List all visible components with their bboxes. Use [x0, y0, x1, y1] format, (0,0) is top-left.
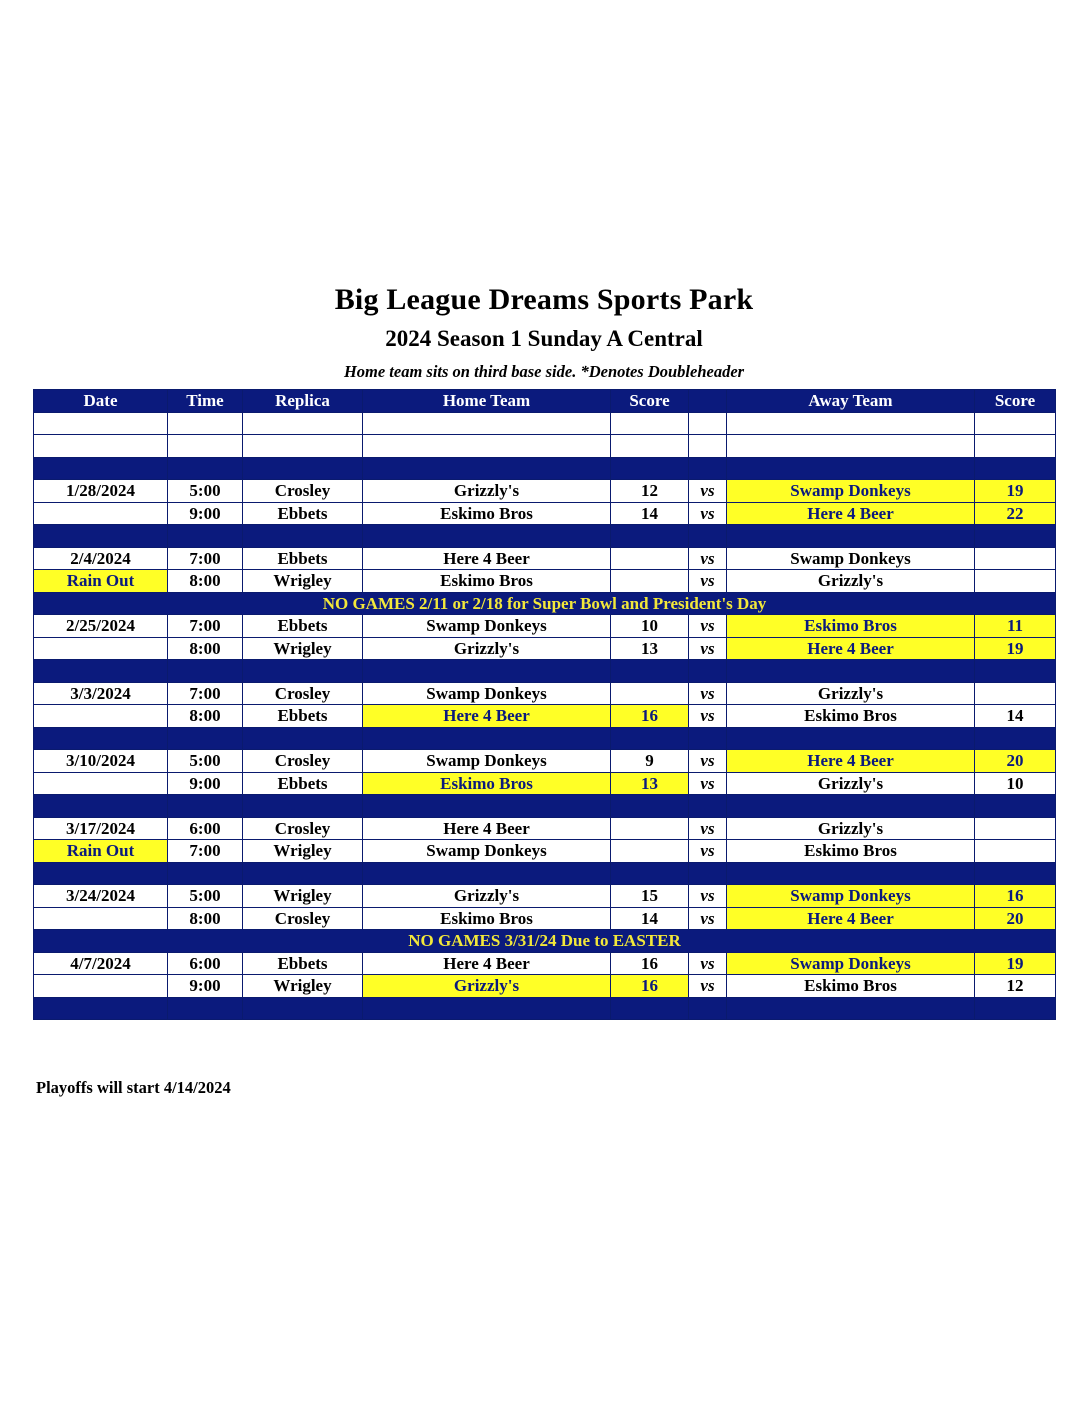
home-team: Here 4 Beer: [363, 817, 611, 840]
game-date: [34, 705, 168, 728]
vs-label: vs: [689, 952, 727, 975]
home-score: [611, 682, 689, 705]
away-team: Grizzly's: [727, 817, 975, 840]
home-team: Here 4 Beer: [363, 952, 611, 975]
separator-row: [34, 660, 1056, 683]
empty-cell: [363, 727, 611, 750]
field-replica: Ebbets: [243, 502, 363, 525]
vs-label: vs: [689, 637, 727, 660]
blank-row: [34, 412, 1056, 435]
col-header-replica: Replica: [243, 390, 363, 413]
vs-label: vs: [689, 907, 727, 930]
home-score: 13: [611, 772, 689, 795]
home-score: 10: [611, 615, 689, 638]
field-replica: Crosley: [243, 480, 363, 503]
blank-row: [34, 435, 1056, 458]
empty-cell: [243, 457, 363, 480]
away-team: Swamp Donkeys: [727, 547, 975, 570]
away-score: 10: [975, 772, 1056, 795]
game-date: 3/3/2024: [34, 682, 168, 705]
field-replica: Ebbets: [243, 615, 363, 638]
game-date: [34, 637, 168, 660]
empty-cell: [727, 660, 975, 683]
vs-label: vs: [689, 885, 727, 908]
game-time: 7:00: [168, 840, 243, 863]
empty-cell: [689, 862, 727, 885]
game-time: 5:00: [168, 480, 243, 503]
game-time: 5:00: [168, 885, 243, 908]
game-row: [34, 975, 1056, 998]
game-row: [34, 705, 1056, 728]
no-games-banner: NO GAMES 2/11 or 2/18 for Super Bowl and President's Day: [34, 592, 1056, 615]
home-score: [611, 570, 689, 593]
game-row: [34, 952, 1056, 975]
empty-cell: [689, 435, 727, 458]
away-team: Swamp Donkeys: [727, 480, 975, 503]
game-row: [34, 907, 1056, 930]
vs-label: vs: [689, 615, 727, 638]
separator-row: [34, 795, 1056, 818]
game-time: 7:00: [168, 547, 243, 570]
separator-row: [34, 525, 1056, 548]
away-score: 20: [975, 750, 1056, 773]
no-games-banner-row: [34, 592, 1056, 615]
field-replica: Crosley: [243, 817, 363, 840]
empty-cell: [975, 795, 1056, 818]
empty-cell: [34, 525, 168, 548]
empty-cell: [689, 997, 727, 1020]
empty-cell: [975, 727, 1056, 750]
game-row: [34, 772, 1056, 795]
game-date: 3/17/2024: [34, 817, 168, 840]
away-team: Eskimo Bros: [727, 975, 975, 998]
game-time: 9:00: [168, 975, 243, 998]
away-score: [975, 547, 1056, 570]
home-team: Eskimo Bros: [363, 772, 611, 795]
empty-cell: [243, 525, 363, 548]
home-score: 14: [611, 502, 689, 525]
away-score: 12: [975, 975, 1056, 998]
vs-label: vs: [689, 705, 727, 728]
field-replica: Ebbets: [243, 547, 363, 570]
empty-cell: [34, 862, 168, 885]
away-score: 16: [975, 885, 1056, 908]
away-team: Here 4 Beer: [727, 907, 975, 930]
away-score: 14: [975, 705, 1056, 728]
home-team: Eskimo Bros: [363, 502, 611, 525]
home-team: Grizzly's: [363, 975, 611, 998]
no-games-banner: NO GAMES 3/31/24 Due to EASTER: [34, 930, 1056, 953]
empty-cell: [727, 412, 975, 435]
field-replica: Crosley: [243, 682, 363, 705]
vs-label: vs: [689, 480, 727, 503]
empty-cell: [363, 435, 611, 458]
home-team: Swamp Donkeys: [363, 615, 611, 638]
away-score: 19: [975, 952, 1056, 975]
empty-cell: [727, 997, 975, 1020]
rain-out-label: Rain Out: [34, 840, 168, 863]
home-score: [611, 547, 689, 570]
empty-cell: [243, 727, 363, 750]
field-replica: Ebbets: [243, 705, 363, 728]
empty-cell: [34, 997, 168, 1020]
game-date: 3/24/2024: [34, 885, 168, 908]
game-row: [34, 547, 1056, 570]
home-team: Grizzly's: [363, 885, 611, 908]
home-score: 16: [611, 705, 689, 728]
away-team: Eskimo Bros: [727, 840, 975, 863]
game-time: 8:00: [168, 907, 243, 930]
empty-cell: [363, 457, 611, 480]
game-row: [34, 750, 1056, 773]
away-team: Here 4 Beer: [727, 637, 975, 660]
col-header-home-team: Home Team: [363, 390, 611, 413]
away-team: Here 4 Beer: [727, 502, 975, 525]
separator-row: [34, 727, 1056, 750]
away-score: 19: [975, 480, 1056, 503]
empty-cell: [34, 795, 168, 818]
away-score: [975, 840, 1056, 863]
vs-label: vs: [689, 840, 727, 863]
game-row: [34, 682, 1056, 705]
playoffs-note: Playoffs will start 4/14/2024: [36, 1078, 231, 1097]
empty-cell: [168, 862, 243, 885]
game-time: 8:00: [168, 705, 243, 728]
game-row: [34, 817, 1056, 840]
empty-cell: [34, 412, 168, 435]
col-header-vs: [689, 390, 727, 413]
field-replica: Crosley: [243, 750, 363, 773]
home-score: 9: [611, 750, 689, 773]
field-replica: Ebbets: [243, 772, 363, 795]
empty-cell: [727, 525, 975, 548]
vs-label: vs: [689, 502, 727, 525]
empty-cell: [168, 457, 243, 480]
separator-row: [34, 997, 1056, 1020]
empty-cell: [611, 525, 689, 548]
home-score: 16: [611, 975, 689, 998]
field-replica: Wrigley: [243, 975, 363, 998]
empty-cell: [243, 795, 363, 818]
empty-cell: [975, 660, 1056, 683]
separator-row: [34, 862, 1056, 885]
col-header-time: Time: [168, 390, 243, 413]
home-score: 13: [611, 637, 689, 660]
away-score: [975, 817, 1056, 840]
empty-cell: [689, 727, 727, 750]
empty-cell: [727, 727, 975, 750]
empty-cell: [611, 795, 689, 818]
away-score: 22: [975, 502, 1056, 525]
doubleheader-note: Home team sits on third base side. *Denotes Doubleheader: [343, 362, 745, 381]
empty-cell: [168, 997, 243, 1020]
empty-cell: [34, 457, 168, 480]
field-replica: Wrigley: [243, 885, 363, 908]
away-team: Grizzly's: [727, 570, 975, 593]
home-team: Eskimo Bros: [363, 907, 611, 930]
field-replica: Crosley: [243, 907, 363, 930]
game-time: 6:00: [168, 952, 243, 975]
away-score: 19: [975, 637, 1056, 660]
game-time: 9:00: [168, 502, 243, 525]
away-score: [975, 570, 1056, 593]
game-date: 3/10/2024: [34, 750, 168, 773]
game-date: [34, 907, 168, 930]
home-score: [611, 840, 689, 863]
game-date: 2/25/2024: [34, 615, 168, 638]
game-time: 7:00: [168, 682, 243, 705]
away-score: 20: [975, 907, 1056, 930]
col-header-away-score: Score: [975, 390, 1056, 413]
empty-cell: [611, 457, 689, 480]
game-date: [34, 772, 168, 795]
empty-cell: [168, 412, 243, 435]
vs-label: vs: [689, 975, 727, 998]
game-time: 9:00: [168, 772, 243, 795]
empty-cell: [243, 862, 363, 885]
game-row: [34, 840, 1056, 863]
game-time: 8:00: [168, 570, 243, 593]
empty-cell: [689, 457, 727, 480]
header-row: [34, 390, 1056, 413]
game-date: 4/7/2024: [34, 952, 168, 975]
home-team: Grizzly's: [363, 480, 611, 503]
away-score: [975, 682, 1056, 705]
empty-cell: [975, 997, 1056, 1020]
vs-label: vs: [689, 547, 727, 570]
home-score: 16: [611, 952, 689, 975]
empty-cell: [975, 435, 1056, 458]
empty-cell: [611, 435, 689, 458]
home-team: Swamp Donkeys: [363, 750, 611, 773]
home-team: Eskimo Bros: [363, 570, 611, 593]
empty-cell: [975, 457, 1056, 480]
empty-cell: [727, 862, 975, 885]
home-score: 14: [611, 907, 689, 930]
vs-label: vs: [689, 570, 727, 593]
empty-cell: [168, 435, 243, 458]
empty-cell: [689, 525, 727, 548]
vs-label: vs: [689, 682, 727, 705]
separator-row: [34, 457, 1056, 480]
game-time: 6:00: [168, 817, 243, 840]
empty-cell: [975, 862, 1056, 885]
game-row: [34, 615, 1056, 638]
empty-cell: [363, 525, 611, 548]
empty-cell: [363, 997, 611, 1020]
away-team: Swamp Donkeys: [727, 885, 975, 908]
empty-cell: [611, 997, 689, 1020]
empty-cell: [727, 457, 975, 480]
field-replica: Wrigley: [243, 840, 363, 863]
home-team: Swamp Donkeys: [363, 682, 611, 705]
home-team: Here 4 Beer: [363, 547, 611, 570]
away-team: Swamp Donkeys: [727, 952, 975, 975]
empty-cell: [168, 660, 243, 683]
col-header-home-score: Score: [611, 390, 689, 413]
schedule-body: [34, 390, 1056, 1020]
home-score: 12: [611, 480, 689, 503]
vs-label: vs: [689, 750, 727, 773]
empty-cell: [34, 435, 168, 458]
empty-cell: [168, 727, 243, 750]
empty-cell: [243, 435, 363, 458]
away-team: Here 4 Beer: [727, 750, 975, 773]
empty-cell: [363, 412, 611, 435]
empty-cell: [243, 412, 363, 435]
empty-cell: [611, 412, 689, 435]
schedule-table: [33, 389, 1056, 1020]
empty-cell: [168, 795, 243, 818]
empty-cell: [975, 525, 1056, 548]
empty-cell: [689, 660, 727, 683]
empty-cell: [611, 862, 689, 885]
rain-out-label: Rain Out: [34, 570, 168, 593]
field-replica: Wrigley: [243, 570, 363, 593]
empty-cell: [727, 795, 975, 818]
home-score: 15: [611, 885, 689, 908]
game-row: [34, 502, 1056, 525]
away-score: 11: [975, 615, 1056, 638]
empty-cell: [363, 862, 611, 885]
page-subtitle: 2024 Season 1 Sunday A Central: [385, 326, 703, 351]
game-row: [34, 885, 1056, 908]
empty-cell: [611, 660, 689, 683]
game-date: [34, 975, 168, 998]
game-time: 8:00: [168, 637, 243, 660]
empty-cell: [34, 660, 168, 683]
field-replica: Ebbets: [243, 952, 363, 975]
empty-cell: [363, 795, 611, 818]
empty-cell: [611, 727, 689, 750]
no-games-banner-row: [34, 930, 1056, 953]
vs-label: vs: [689, 817, 727, 840]
away-team: Grizzly's: [727, 772, 975, 795]
game-time: 5:00: [168, 750, 243, 773]
home-score: [611, 817, 689, 840]
empty-cell: [727, 435, 975, 458]
empty-cell: [34, 727, 168, 750]
away-team: Grizzly's: [727, 682, 975, 705]
field-replica: Wrigley: [243, 637, 363, 660]
game-row: [34, 637, 1056, 660]
home-team: Grizzly's: [363, 637, 611, 660]
empty-cell: [363, 660, 611, 683]
game-row: [34, 480, 1056, 503]
home-team: Here 4 Beer: [363, 705, 611, 728]
empty-cell: [689, 795, 727, 818]
game-date: 1/28/2024: [34, 480, 168, 503]
game-date: 2/4/2024: [34, 547, 168, 570]
empty-cell: [689, 412, 727, 435]
game-row: [34, 570, 1056, 593]
home-team: Swamp Donkeys: [363, 840, 611, 863]
page-title: Big League Dreams Sports Park: [334, 283, 754, 316]
game-time: 7:00: [168, 615, 243, 638]
vs-label: vs: [689, 772, 727, 795]
empty-cell: [975, 412, 1056, 435]
empty-cell: [243, 997, 363, 1020]
col-header-date: Date: [34, 390, 168, 413]
col-header-away-team: Away Team: [727, 390, 975, 413]
empty-cell: [243, 660, 363, 683]
away-team: Eskimo Bros: [727, 615, 975, 638]
game-date: [34, 502, 168, 525]
away-team: Eskimo Bros: [727, 705, 975, 728]
empty-cell: [168, 525, 243, 548]
